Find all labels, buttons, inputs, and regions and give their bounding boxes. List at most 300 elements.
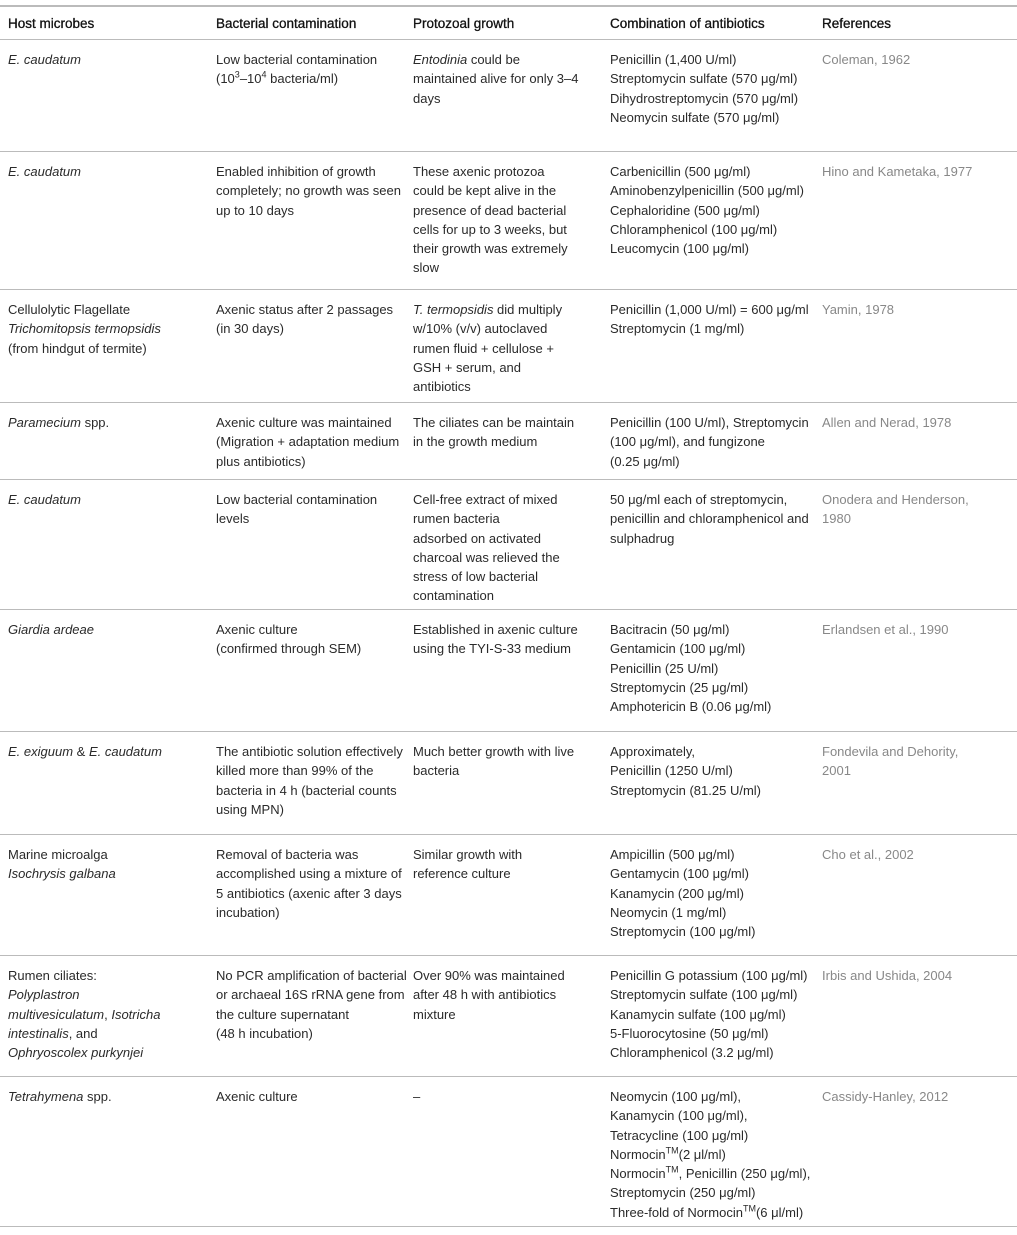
text: killed more than 99% of the [216,763,374,779]
cell-bacterial-contamination [208,956,405,1077]
cell-reference [814,403,1017,480]
cell-line [610,452,814,471]
cell-line [822,509,1017,528]
cell-line [216,490,405,509]
cell-reference [814,40,1017,152]
text: Erlandsen et al., 1990 [822,622,949,637]
text: their growth was extremely [413,241,568,257]
cell-host-microbes [0,835,208,956]
italic-text: Ophryoscolex purkynjei [8,1045,144,1061]
cell-line [413,864,602,883]
cell-reference [814,835,1017,956]
text: 50 μg/ml each of streptomycin, [610,492,788,507]
cell-line [413,358,602,377]
superscript: 3 [234,69,240,80]
text: – [413,1089,421,1104]
cell-antibiotics [602,290,814,403]
text: sulphadrug [610,530,675,546]
text: Over 90% was maintained [413,968,565,983]
text: Established in axenic culture [413,622,578,637]
cell-antibiotics [602,610,814,732]
cell-host-microbes [0,290,208,403]
text: bacteria [413,763,460,779]
cell-line [413,1005,602,1024]
text: GSH + serum, and [413,359,522,375]
cell-line [610,413,814,432]
cell-line [413,1087,602,1106]
cell-line [610,1203,814,1222]
cell-line [610,845,814,864]
italic-text: E. exiguum [8,744,74,759]
cell-line [413,966,602,985]
cell-line [610,1024,814,1043]
text: did multiply [493,302,563,317]
text: bacteria/ml) [266,71,339,87]
text: Leucomycin (100 μg/ml) [610,241,749,257]
cell-line [413,377,602,396]
text: Cellulolytic Flagellate [8,302,131,317]
cell-reference [814,480,1017,610]
table-header-row [0,6,1017,40]
italic-text: E. caudatum [8,52,81,67]
text: 5-Fluorocytosine (50 μg/ml) [610,1025,769,1041]
text: Similar growth with [413,847,523,862]
text: Streptomycin sulfate (100 μg/ml) [610,987,798,1003]
cell-line [822,620,1017,639]
text: 5 antibiotics (axenic after 3 days [216,885,402,901]
italic-text: Tetrahymena [8,1089,84,1104]
cell-line [216,800,405,819]
cell-host-microbes [0,610,208,732]
text: (0.25 μg/ml) [610,453,680,469]
cell-line [413,985,602,1004]
cell-line [610,966,814,985]
cell-line [413,742,602,761]
cell-line [8,985,208,1004]
cell-line [216,413,405,432]
cell-protozoal-growth [405,290,602,403]
text: incubation) [216,904,280,920]
cell-antibiotics [602,1077,814,1227]
text: antibiotics [413,379,471,395]
italic-text: Isochrysis galbana [8,866,116,882]
cell-line [610,69,814,88]
text: Axenic culture [216,622,298,637]
cell-antibiotics [602,403,814,480]
italic-text: E. caudatum [88,744,162,759]
text: stress of low bacterial [413,569,538,585]
cell-line [8,1087,208,1106]
cell-line [610,432,814,451]
text: , [104,1006,112,1022]
table-row [0,40,1017,152]
table-row [0,403,1017,480]
cell-line [822,490,1017,509]
header-references: References [814,6,1017,40]
cell-line [413,509,602,528]
cell-line [216,509,405,528]
cell-bacterial-contamination [208,610,405,732]
cell-bacterial-contamination [208,152,405,290]
cell-line [413,490,602,509]
italic-text: Entodinia [413,52,468,67]
text: Low bacterial contamination [216,52,378,67]
text: (Migration + adaptation medium [216,434,400,450]
cell-line [610,639,814,658]
text: levels [216,511,250,527]
text: spp. [83,1089,112,1104]
text: (48 h incubation) [216,1025,313,1041]
text: Penicillin (100 U/ml), Streptomycin [610,415,809,430]
cell-line [610,300,814,319]
cell-line [216,903,405,922]
cell-line [216,432,405,451]
cell-line [610,659,814,678]
text: Streptomycin (1 mg/ml) [610,321,745,337]
cell-line [610,239,814,258]
table-row [0,290,1017,403]
table-row [0,480,1017,610]
text: Enabled inhibition of growth [216,164,376,179]
cell-line [610,490,814,509]
text: after 48 h with antibiotics [413,987,557,1003]
text: Neomycin sulfate (570 μg/ml) [610,109,780,125]
text: The ciliates can be maintain [413,415,575,430]
text: Yamin, 1978 [822,302,895,317]
cell-line [216,1005,405,1024]
cell-line [413,258,602,277]
text: These axenic protozoa [413,164,545,179]
cell-line [413,845,602,864]
cell-line [610,864,814,883]
text: Cho et al., 2002 [822,847,914,862]
text: Axenic culture was maintained [216,415,392,430]
cell-reference [814,732,1017,835]
cell-line [8,300,208,319]
cell-line [8,490,208,509]
cell-host-microbes [0,403,208,480]
text: Gentamicin (100 μg/ml) [610,641,746,657]
cell-line [413,201,602,220]
text: Penicillin (1,400 U/ml) [610,52,737,67]
text: Hino and Kametaka, 1977 [822,164,973,179]
cell-line [610,220,814,239]
text: days [413,90,441,106]
italic-text: Polyplastron [8,987,80,1003]
cell-line [8,413,208,432]
text: Onodera and Henderson, [822,492,969,507]
cell-line [8,845,208,864]
text: Allen and Nerad, 1978 [822,415,952,430]
cell-line [822,1087,1017,1106]
cell-line [216,620,405,639]
cell-reference [814,152,1017,290]
text: Marine microalga [8,847,108,862]
text: Penicillin (25 U/ml) [610,660,719,676]
cell-line [216,162,405,181]
cell-protozoal-growth [405,732,602,835]
cell-line [413,586,602,605]
text: –10 [239,71,262,87]
cell-line [413,432,602,451]
cell-line [610,319,814,338]
cell-line [413,620,602,639]
cell-line [216,884,405,903]
cell-bacterial-contamination [208,40,405,152]
cell-line [413,639,602,658]
text: presence of dead bacterial [413,202,567,218]
cell-protozoal-growth [405,40,602,152]
text: mixture [413,1006,456,1022]
cell-antibiotics [602,480,814,610]
text: No PCR amplification of bacterial [216,968,407,983]
cell-reference [814,610,1017,732]
cell-line [216,201,405,220]
text: 1980 [822,511,851,527]
cell-line [610,181,814,200]
cell-line [610,89,814,108]
cell-line [610,620,814,639]
text: Low bacterial contamination [216,492,378,507]
text: using MPN) [216,801,284,817]
cell-line [216,845,405,864]
cell-antibiotics [602,40,814,152]
cell-line [610,742,814,761]
cell-antibiotics [602,956,814,1077]
text: could be [467,52,520,67]
text: completely; no growth was seen [216,183,401,199]
text: penicillin and chloramphenicol and [610,511,809,527]
text: in the growth medium [413,434,538,450]
text: , and [68,1025,98,1041]
cell-line [8,966,208,985]
cell-line [216,181,405,200]
text: Rumen ciliates: [8,968,97,983]
table-row [0,732,1017,835]
table-body [0,40,1017,1227]
italic-text: Isotricha [111,1006,161,1022]
text: Cephaloridine (500 μg/ml) [610,202,760,218]
table-row [0,835,1017,956]
text: cells for up to 3 weeks, but [413,221,567,237]
cell-line [216,781,405,800]
cell-line [8,864,208,883]
cell-line [413,548,602,567]
cell-line [610,1087,814,1106]
text: Amphotericin B (0.06 μg/ml) [610,699,772,715]
text: Kanamycin (100 μg/ml), [610,1108,748,1124]
text: maintained alive for only 3–4 [413,71,579,87]
text: rumen bacteria [413,511,500,527]
cell-protozoal-growth [405,480,602,610]
text: Aminobenzylpenicillin (500 μg/ml) [610,183,804,199]
cell-line [822,845,1017,864]
superscript: 4 [261,69,267,80]
cell-antibiotics [602,835,814,956]
text: Coleman, 1962 [822,52,911,67]
cell-line [216,966,405,985]
text: Chloramphenicol (3.2 μg/ml) [610,1045,774,1061]
cell-line [216,864,405,883]
cell-line [610,1043,814,1062]
cell-line [610,1126,814,1145]
italic-text: Trichomitopsis termopsidis [8,321,161,337]
cell-line [8,50,208,69]
text: Chloramphenicol (100 μg/ml) [610,221,778,237]
text: accomplished using a mixture of [216,866,402,882]
cell-reference [814,956,1017,1077]
italic-text: E. caudatum [8,164,81,179]
cell-line [216,761,405,780]
text: bacteria in 4 h (bacterial counts [216,782,397,798]
cell-line [610,884,814,903]
cell-line [216,1024,405,1043]
cell-host-microbes [0,480,208,610]
cell-line [610,1183,814,1202]
cell-host-microbes [0,732,208,835]
cell-line [413,761,602,780]
text: Penicillin (1,000 U/ml) = 600 μg/ml [610,302,809,317]
text: contamination [413,588,494,604]
cell-line [8,742,208,761]
cell-protozoal-growth [405,152,602,290]
text: Gentamycin (100 μg/ml) [610,866,749,882]
cell-line [216,452,405,471]
cell-line [822,300,1017,319]
italic-text: E. caudatum [8,492,81,507]
table-row [0,610,1017,732]
cell-line [8,1005,208,1024]
header-protozoal-growth: Protozoal growth [405,6,602,40]
cell-line [413,413,602,432]
text: or archaeal 16S rRNA gene from [216,987,405,1003]
cell-bacterial-contamination [208,732,405,835]
text: Streptomycin (100 μg/ml) [610,924,756,940]
cell-line [822,413,1017,432]
cell-protozoal-growth [405,610,602,732]
cell-line [216,985,405,1004]
text: Cassidy-Hanley, 2012 [822,1089,949,1104]
text: Axenic status after 2 passages [216,302,394,317]
text: adsorbed on activated [413,530,541,546]
text: could be kept alive in the [413,183,557,199]
text: the culture supernatant [216,1006,349,1022]
text: Penicillin (1250 U/ml) [610,763,733,779]
cell-line [216,300,405,319]
cell-line [8,162,208,181]
table-row [0,956,1017,1077]
cell-line [610,529,814,548]
text: , Penicillin (250 μg/ml), [678,1166,811,1182]
cell-reference [814,1077,1017,1227]
cell-line [610,1106,814,1125]
text: Removal of bacteria was [216,847,359,862]
text: Normocin [610,1166,666,1182]
antibiotics-table [0,5,1017,1227]
cell-line [610,162,814,181]
cell-line [610,985,814,1004]
cell-protozoal-growth [405,835,602,956]
cell-line [8,1043,208,1062]
text: rumen fluid + cellulose + [413,340,554,356]
text: Approximately, [610,744,696,759]
header-bacterial-contamination: Bacterial contamination [208,6,405,40]
table-row [0,1077,1017,1227]
text: Normocin [610,1146,666,1162]
cell-line [822,162,1017,181]
italic-text: intestinalis [8,1025,69,1041]
text: Neomycin (1 mg/ml) [610,904,727,920]
cell-protozoal-growth [405,403,602,480]
text: Fondevila and Dehority, [822,744,959,759]
text: (in 30 days) [216,321,284,337]
cell-line [413,89,602,108]
text: Bacitracin (50 μg/ml) [610,622,730,637]
text: w/10% (v/v) autoclaved [413,321,548,337]
cell-line [610,509,814,528]
cell-line [610,108,814,127]
italic-text: Paramecium [8,415,81,430]
cell-line [822,742,1017,761]
cell-bacterial-contamination [208,403,405,480]
cell-line [413,181,602,200]
cell-host-microbes [0,152,208,290]
cell-line [413,50,602,69]
cell-line [216,742,405,761]
superscript: TM [665,1164,679,1175]
cell-line [610,761,814,780]
text: Streptomycin sulfate (570 μg/ml) [610,71,798,87]
text: Much better growth with live [413,744,575,759]
text: Streptomycin (25 μg/ml) [610,679,749,695]
cell-line [610,1005,814,1024]
text: & [73,744,89,759]
text: (2 μl/ml) [678,1146,726,1162]
cell-reference [814,290,1017,403]
text: slow [413,260,440,276]
cell-line [216,69,405,88]
text: Neomycin (100 μg/ml), [610,1089,742,1104]
text: (from hindgut of termite) [8,340,147,356]
text: (confirmed through SEM) [216,641,362,657]
cell-bacterial-contamination [208,480,405,610]
text: spp. [80,415,110,430]
header-host-microbes: Host microbes [0,6,208,40]
cell-line [8,620,208,639]
text: 2001 [822,763,851,779]
text: charcoal was relieved the [413,549,560,565]
cell-line [610,1164,814,1183]
cell-host-microbes [0,40,208,152]
header-combination-of-antibiotics: Combination of antibiotics [602,6,814,40]
text: (10 [216,71,235,87]
text: reference culture [413,866,511,882]
cell-host-microbes [0,1077,208,1227]
cell-bacterial-contamination [208,290,405,403]
cell-line [413,162,602,181]
text: The antibiotic solution effectively [216,744,403,759]
text: Kanamycin sulfate (100 μg/ml) [610,1006,786,1022]
cell-bacterial-contamination [208,1077,405,1227]
cell-line [822,50,1017,69]
cell-line [610,781,814,800]
table-row [0,152,1017,290]
cell-line [8,339,208,358]
cell-line [413,220,602,239]
cell-antibiotics [602,152,814,290]
superscript: TM [742,1203,756,1214]
cell-line [413,319,602,338]
